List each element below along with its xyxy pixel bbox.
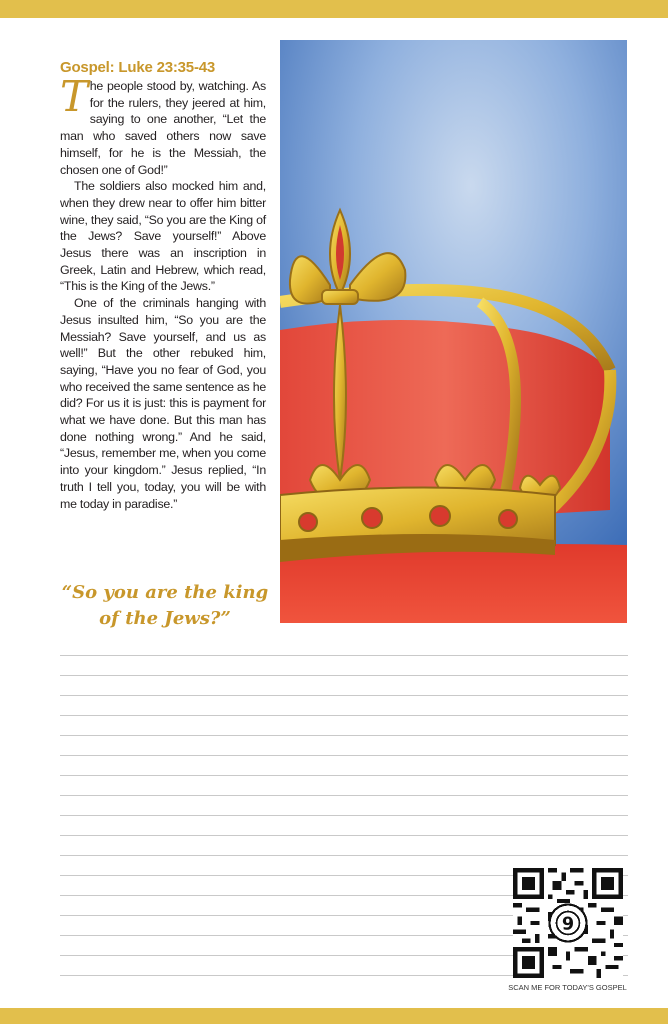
pull-quote: “So you are the king of the Jews?” — [61, 582, 269, 629]
writing-line — [60, 795, 628, 815]
writing-line — [60, 835, 628, 855]
qr-code-icon[interactable] — [513, 868, 623, 978]
writing-line — [60, 775, 628, 795]
bottom-gold-band — [0, 1008, 668, 1024]
writing-line — [60, 655, 628, 675]
writing-line — [60, 735, 628, 755]
gospel-paragraph-1-text: he people stood by, watching. As for the rulers, they jeered at him, saying to one another, “Let the man who saved others now save himself, for he is the Messiah, the chosen one of God!” — [60, 79, 266, 177]
writing-line — [60, 715, 628, 735]
gospel-paragraph-2: The soldiers also mocked him and, when they drew near to offer him bitter wine, they said, “So you are the King of the Jews? Save yourself!” Above Jesus there was an inscription in Greek, Latin and Hebrew, which read, “This is the King of the Jews.” — [60, 179, 266, 294]
writing-line — [60, 675, 628, 695]
top-gold-band — [0, 0, 668, 18]
writing-line — [60, 755, 628, 775]
crown-illustration — [280, 40, 627, 623]
qr-caption: SCAN ME FOR TODAY'S GOSPEL — [508, 983, 627, 992]
gospel-text-column — [60, 58, 266, 512]
gospel-heading: Gospel: Luke 23:35-43 — [60, 59, 216, 76]
gospel-paragraph-3: One of the criminals hanging with Jesus insulted him, “So you are the Messiah? Save yourself, and us as well!” But the other rebuked him, saying, “Have you no fear of God, you who received the same sentence as he did? For us it is just: this is payment for what we have done. But this man has done nothing wrong.” And he said, “Jesus, remember me, when you come into your kingdom.” Jesus replied, “In truth I tell you, today, you will be with me today in paradise.” — [60, 296, 266, 511]
svg-text:9: 9 — [561, 914, 575, 935]
drop-cap: T — [60, 72, 88, 121]
writing-line — [60, 695, 628, 715]
gospel-paragraph-1 — [60, 72, 266, 178]
writing-line — [60, 815, 628, 835]
